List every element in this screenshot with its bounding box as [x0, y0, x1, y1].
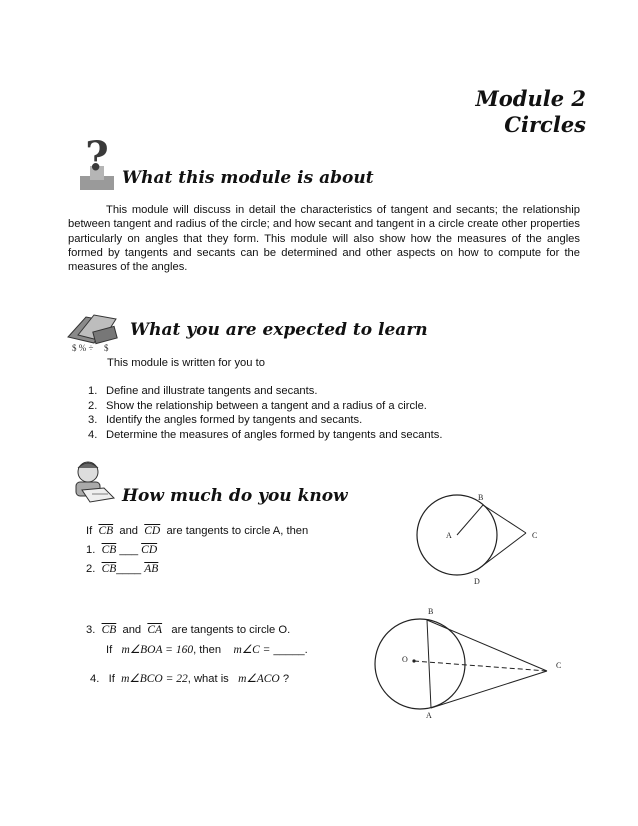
list-item: 3. Identify the angles formed by tangents and secants.	[88, 414, 363, 427]
answer-blank[interactable]: _____.	[273, 644, 308, 656]
label-b: B	[478, 493, 484, 502]
question-intro: If $\overline{CB}$ and $\overline{CD}$ are tangents to circle A, then	[86, 525, 309, 537]
tangent-figure-2	[364, 604, 574, 722]
learn-lead: This module is written for you to	[107, 357, 265, 369]
label-b: B	[428, 607, 434, 616]
segment-cd: $\overline{CD}$	[144, 525, 161, 537]
label-o: O	[402, 655, 408, 664]
module-topic: Circles	[504, 112, 586, 137]
segment-cb: $\overline{CB}$	[98, 525, 114, 537]
question-mark-icon	[76, 136, 120, 194]
svg-text:?: ?	[85, 136, 109, 180]
center-o	[412, 659, 415, 662]
list-item: 1. Define and illustrate tangents and secants.	[88, 385, 318, 397]
tangent-cd	[477, 533, 526, 570]
label-d: D	[474, 577, 480, 586]
tangent-cb	[427, 620, 547, 671]
tangent-ca	[431, 671, 547, 708]
about-text: This module will discuss in detail the characteristics of tangent and secants; the relationship between tangent and radius of the circle; and how secant and tangent in a circle create other properties particularly on angles that they form. This module will also show how the measures of the angles formed by tangents and secants can be determined and other aspects on how to compute for the measures of the angles.	[68, 204, 580, 274]
label-c: C	[556, 661, 562, 670]
question-3-condition: If m∠BOA = 160, then m∠C = _____.	[106, 644, 308, 656]
about-section-title: What this module is about	[122, 168, 374, 188]
label-a: A	[426, 711, 432, 720]
books-icon	[64, 307, 124, 353]
question-2: 2. $\overline{CB}\_\_\_\_$ $\overline{AB}$	[86, 563, 159, 575]
tangent-cb	[483, 505, 526, 533]
tangent-figure-1	[400, 488, 560, 593]
objectives-list	[88, 384, 442, 442]
know-section-title: How much do you know	[122, 486, 348, 506]
svg-text:$: $	[104, 343, 109, 353]
question-4: 4. If m∠BCO = 22, what is m∠ACO ?	[90, 673, 290, 685]
circle-o	[375, 619, 465, 709]
svg-text:$ % ÷: $ % ÷	[72, 343, 94, 353]
student-reading-icon	[64, 458, 118, 504]
learn-section-title: What you are expected to learn	[130, 320, 428, 340]
list-item: 4. Determine the measures of angles formed by tangents and secants.	[88, 428, 443, 441]
radius-ab	[457, 505, 483, 535]
module-heading	[476, 86, 586, 138]
question-1: 1. $\overline{CB}$ ___ $\overline{CD}$	[86, 544, 158, 556]
answer-blank[interactable]: ___	[119, 544, 139, 556]
chord-ab	[427, 620, 431, 708]
module-number: Module 2	[475, 86, 586, 111]
label-c: C	[532, 531, 538, 540]
question-3: 3. $\overline{CB}$ and $\overline{CA}$ are tangents to circle O.	[86, 624, 291, 636]
answer-blank[interactable]: ____	[116, 563, 142, 575]
list-item: 2. Show the relationship between a tangent and a radius of a circle.	[88, 399, 427, 412]
label-a: A	[446, 531, 452, 540]
